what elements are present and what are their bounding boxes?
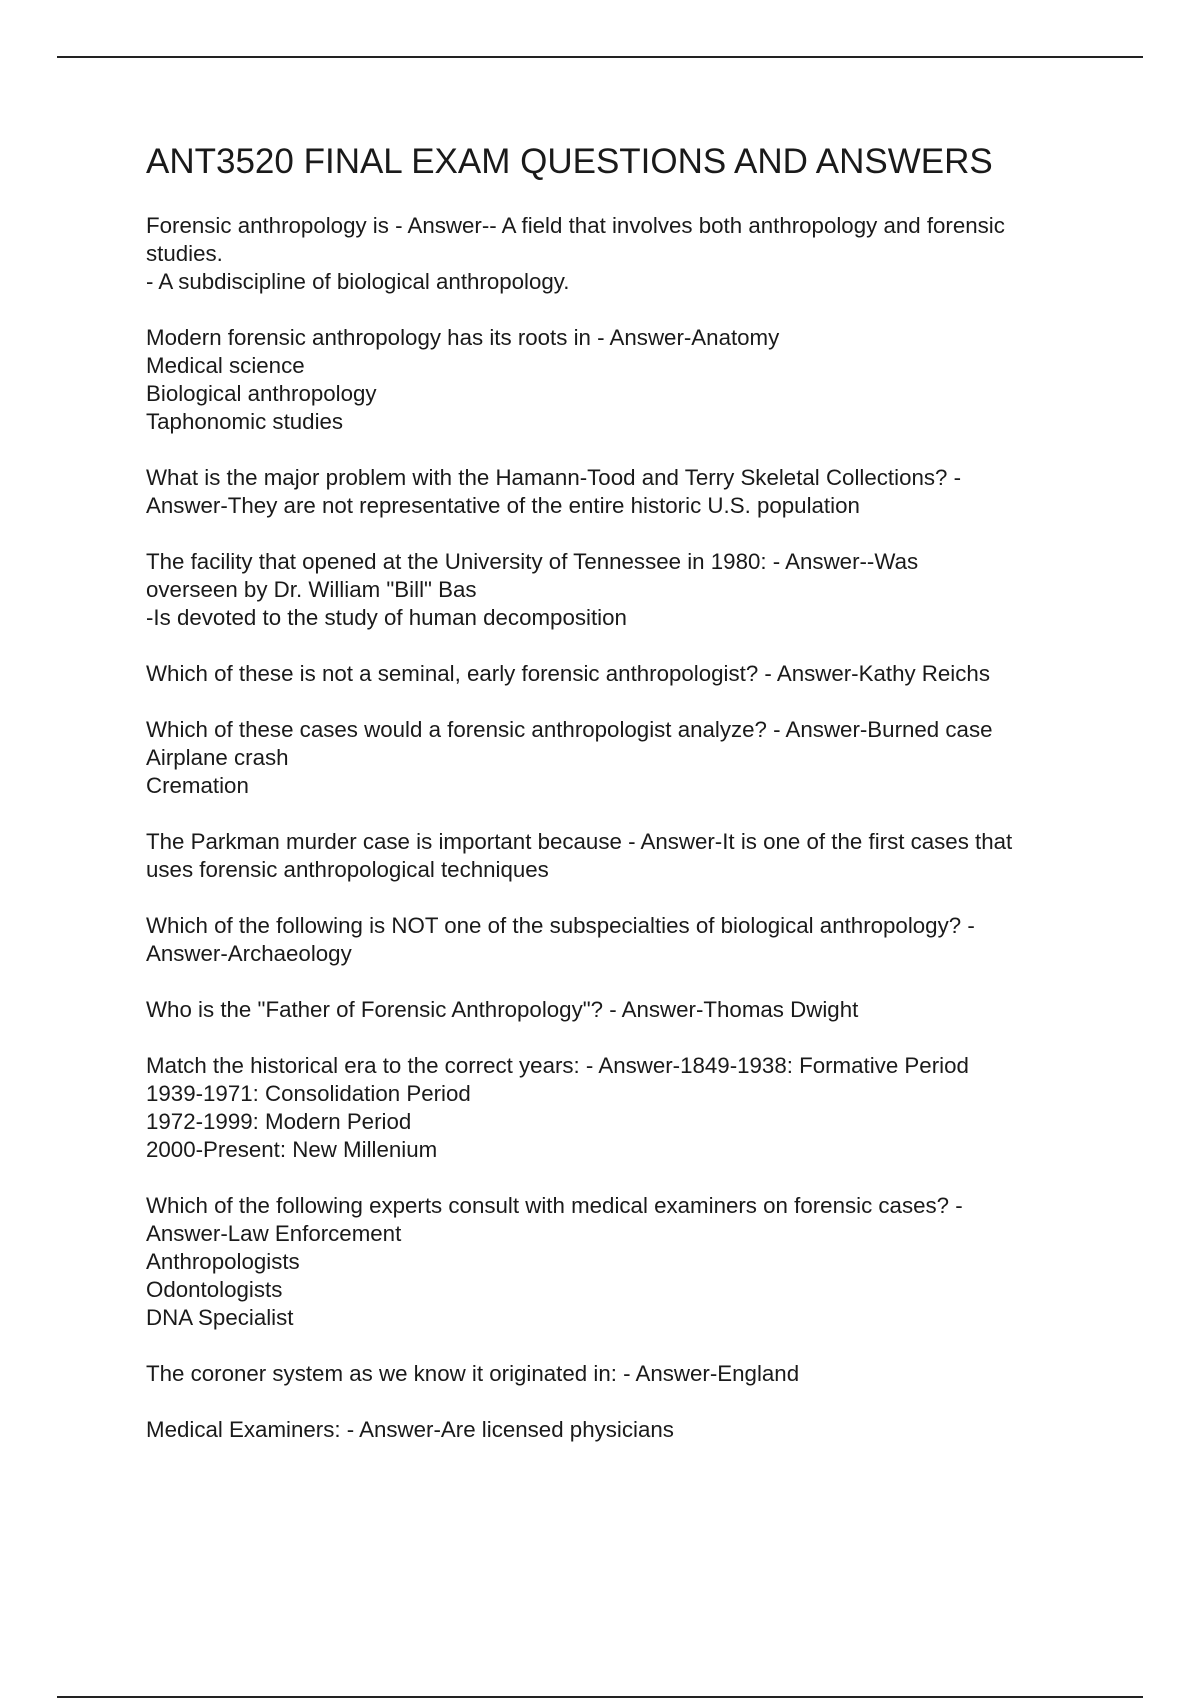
qa-line: Cremation [146, 773, 249, 798]
qa-item [146, 1416, 1106, 1444]
qa-item [146, 1192, 1106, 1332]
qa-line: Answer-Law Enforcement [146, 1221, 402, 1246]
qa-list [146, 212, 1106, 1444]
qa-line: Taphonomic studies [146, 409, 344, 434]
qa-item [146, 1360, 1106, 1388]
qa-line: Airplane crash [146, 745, 289, 770]
qa-line: DNA Specialist [146, 1305, 294, 1330]
qa-line: The facility that opened at the University of Tennessee in 1980: - Answer--Was [146, 549, 919, 574]
qa-line: Which of these is not a seminal, early forensic anthropologist? - Answer-Kathy Reichs [146, 661, 990, 686]
qa-line: Answer-Archaeology [146, 941, 352, 966]
qa-item [146, 660, 1106, 688]
qa-line: Answer-They are not representative of the entire historic U.S. population [146, 493, 860, 518]
qa-line: 2000-Present: New Millenium [146, 1137, 438, 1162]
qa-line: -Is devoted to the study of human decomposition [146, 605, 627, 630]
qa-line: overseen by Dr. William "Bill" Bas [146, 577, 477, 602]
qa-line: The Parkman murder case is important because - Answer-It is one of the first cases that [146, 829, 1013, 854]
qa-line: Which of these cases would a forensic anthropologist analyze? - Answer-Burned case [146, 717, 993, 742]
qa-line: Which of the following experts consult with medical examiners on forensic cases? - [146, 1193, 963, 1218]
qa-item [146, 324, 1106, 436]
qa-line: Medical Examiners: - Answer-Are licensed physicians [146, 1417, 674, 1442]
bottom-rule [57, 1696, 1143, 1698]
qa-line: Forensic anthropology is - Answer-- A field that involves both anthropology and forensic [146, 213, 1005, 238]
qa-line: Which of the following is NOT one of the subspecialties of biological anthropology? - [146, 913, 975, 938]
qa-line: uses forensic anthropological techniques [146, 857, 549, 882]
qa-line: Anthropologists [146, 1249, 300, 1274]
qa-line: 1972-1999: Modern Period [146, 1109, 412, 1134]
qa-line: Match the historical era to the correct years: - Answer-1849-1938: Formative Period [146, 1053, 969, 1078]
qa-line: Modern forensic anthropology has its roots in - Answer-Anatomy [146, 325, 780, 350]
qa-line: Who is the "Father of Forensic Anthropology"? - Answer-Thomas Dwight [146, 997, 859, 1022]
page-title: ANT3520 FINAL EXAM QUESTIONS AND ANSWERS [146, 142, 993, 181]
qa-line: studies. [146, 241, 223, 266]
qa-item [146, 716, 1106, 800]
qa-item [146, 212, 1106, 296]
document-body [146, 140, 1106, 1472]
qa-item [146, 1052, 1106, 1164]
qa-line: What is the major problem with the Hamann-Tood and Terry Skeletal Collections? - [146, 465, 962, 490]
qa-line: The coroner system as we know it originated in: - Answer-England [146, 1361, 800, 1386]
qa-item [146, 996, 1106, 1024]
qa-item [146, 912, 1106, 968]
qa-line: Medical science [146, 353, 305, 378]
qa-line: 1939-1971: Consolidation Period [146, 1081, 471, 1106]
qa-line: - A subdiscipline of biological anthropology. [146, 269, 570, 294]
qa-line: Odontologists [146, 1277, 283, 1302]
qa-line: Biological anthropology [146, 381, 377, 406]
qa-item [146, 548, 1106, 632]
qa-item [146, 828, 1106, 884]
top-rule [57, 56, 1143, 58]
qa-item [146, 464, 1106, 520]
